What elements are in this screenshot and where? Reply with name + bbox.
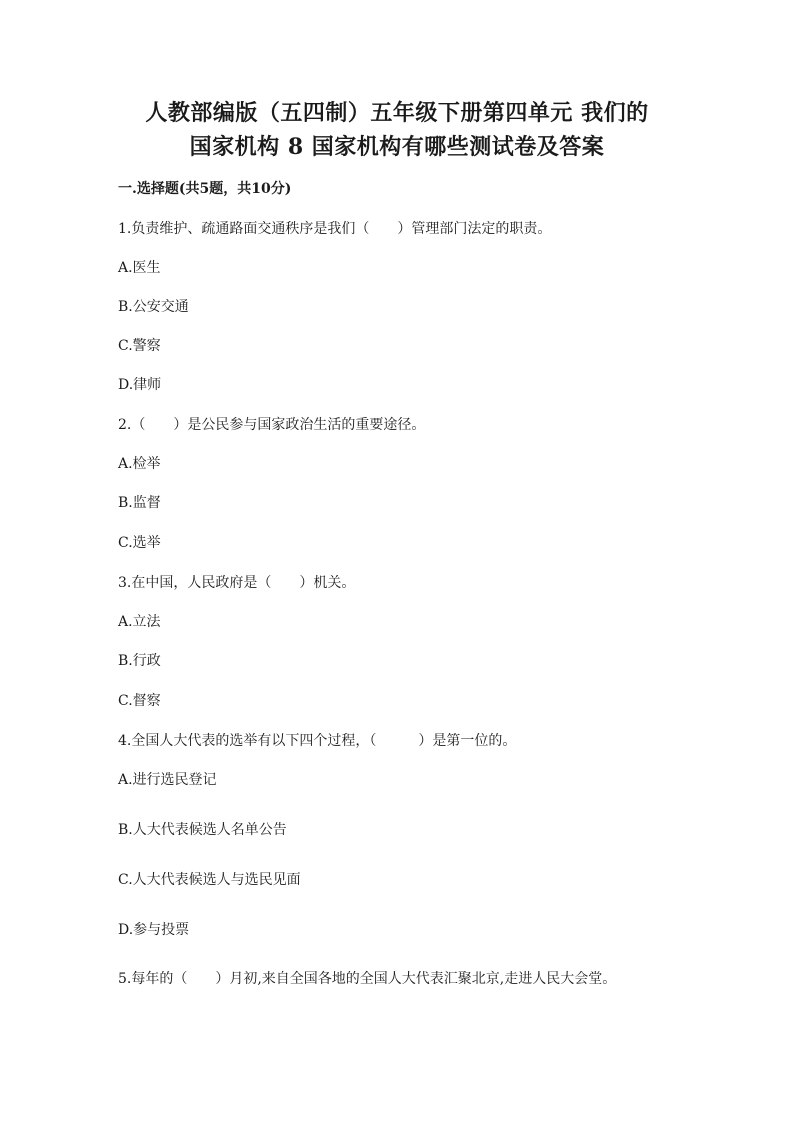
question-1-option-a: A.医生 xyxy=(118,260,161,276)
question-5-stem: 5.每年的（ ）月初,来自全国各地的全国人大代表汇聚北京,走进人民大会堂。 xyxy=(118,971,617,987)
section-heading: 一.选择题(共5题，共10分) xyxy=(118,181,292,197)
question-4-stem: 4.全国人大代表的选举有以下四个过程，（ ）是第一位的。 xyxy=(118,733,517,749)
question-4-option-c: C.人大代表候选人与选民见面 xyxy=(118,872,301,888)
question-3-option-a: A.立法 xyxy=(118,614,161,630)
question-3-stem: 3.在中国，人民政府是（ ）机关。 xyxy=(118,575,356,591)
question-3-option-b: B.行政 xyxy=(118,653,161,669)
question-1-stem: 1.负责维护、疏通路面交通秩序是我们（ ）管理部门法定的职责。 xyxy=(118,221,552,237)
question-1-option-d: D.律师 xyxy=(118,377,162,393)
question-3-option-c: C.督察 xyxy=(118,693,161,709)
question-4-option-b: B.人大代表候选人名单公告 xyxy=(118,822,287,838)
question-1-option-c: C.警察 xyxy=(118,338,161,354)
question-4-option-a: A.进行选民登记 xyxy=(118,772,217,788)
question-4-option-d: D.参与投票 xyxy=(118,922,190,938)
question-2-stem: 2.（ ）是公民参与国家政治生活的重要途径。 xyxy=(118,417,426,433)
question-2-option-b: B.监督 xyxy=(118,495,161,511)
document-title-line-2: 国家机构 8 国家机构有哪些测试卷及答案 xyxy=(189,134,605,160)
question-2-option-a: A.检举 xyxy=(118,456,161,472)
question-1-option-b: B.公安交通 xyxy=(118,299,189,315)
document-title-line-1: 人教部编版（五四制）五年级下册第四单元 我们的 xyxy=(145,100,649,126)
question-2-option-c: C.选举 xyxy=(118,535,161,551)
